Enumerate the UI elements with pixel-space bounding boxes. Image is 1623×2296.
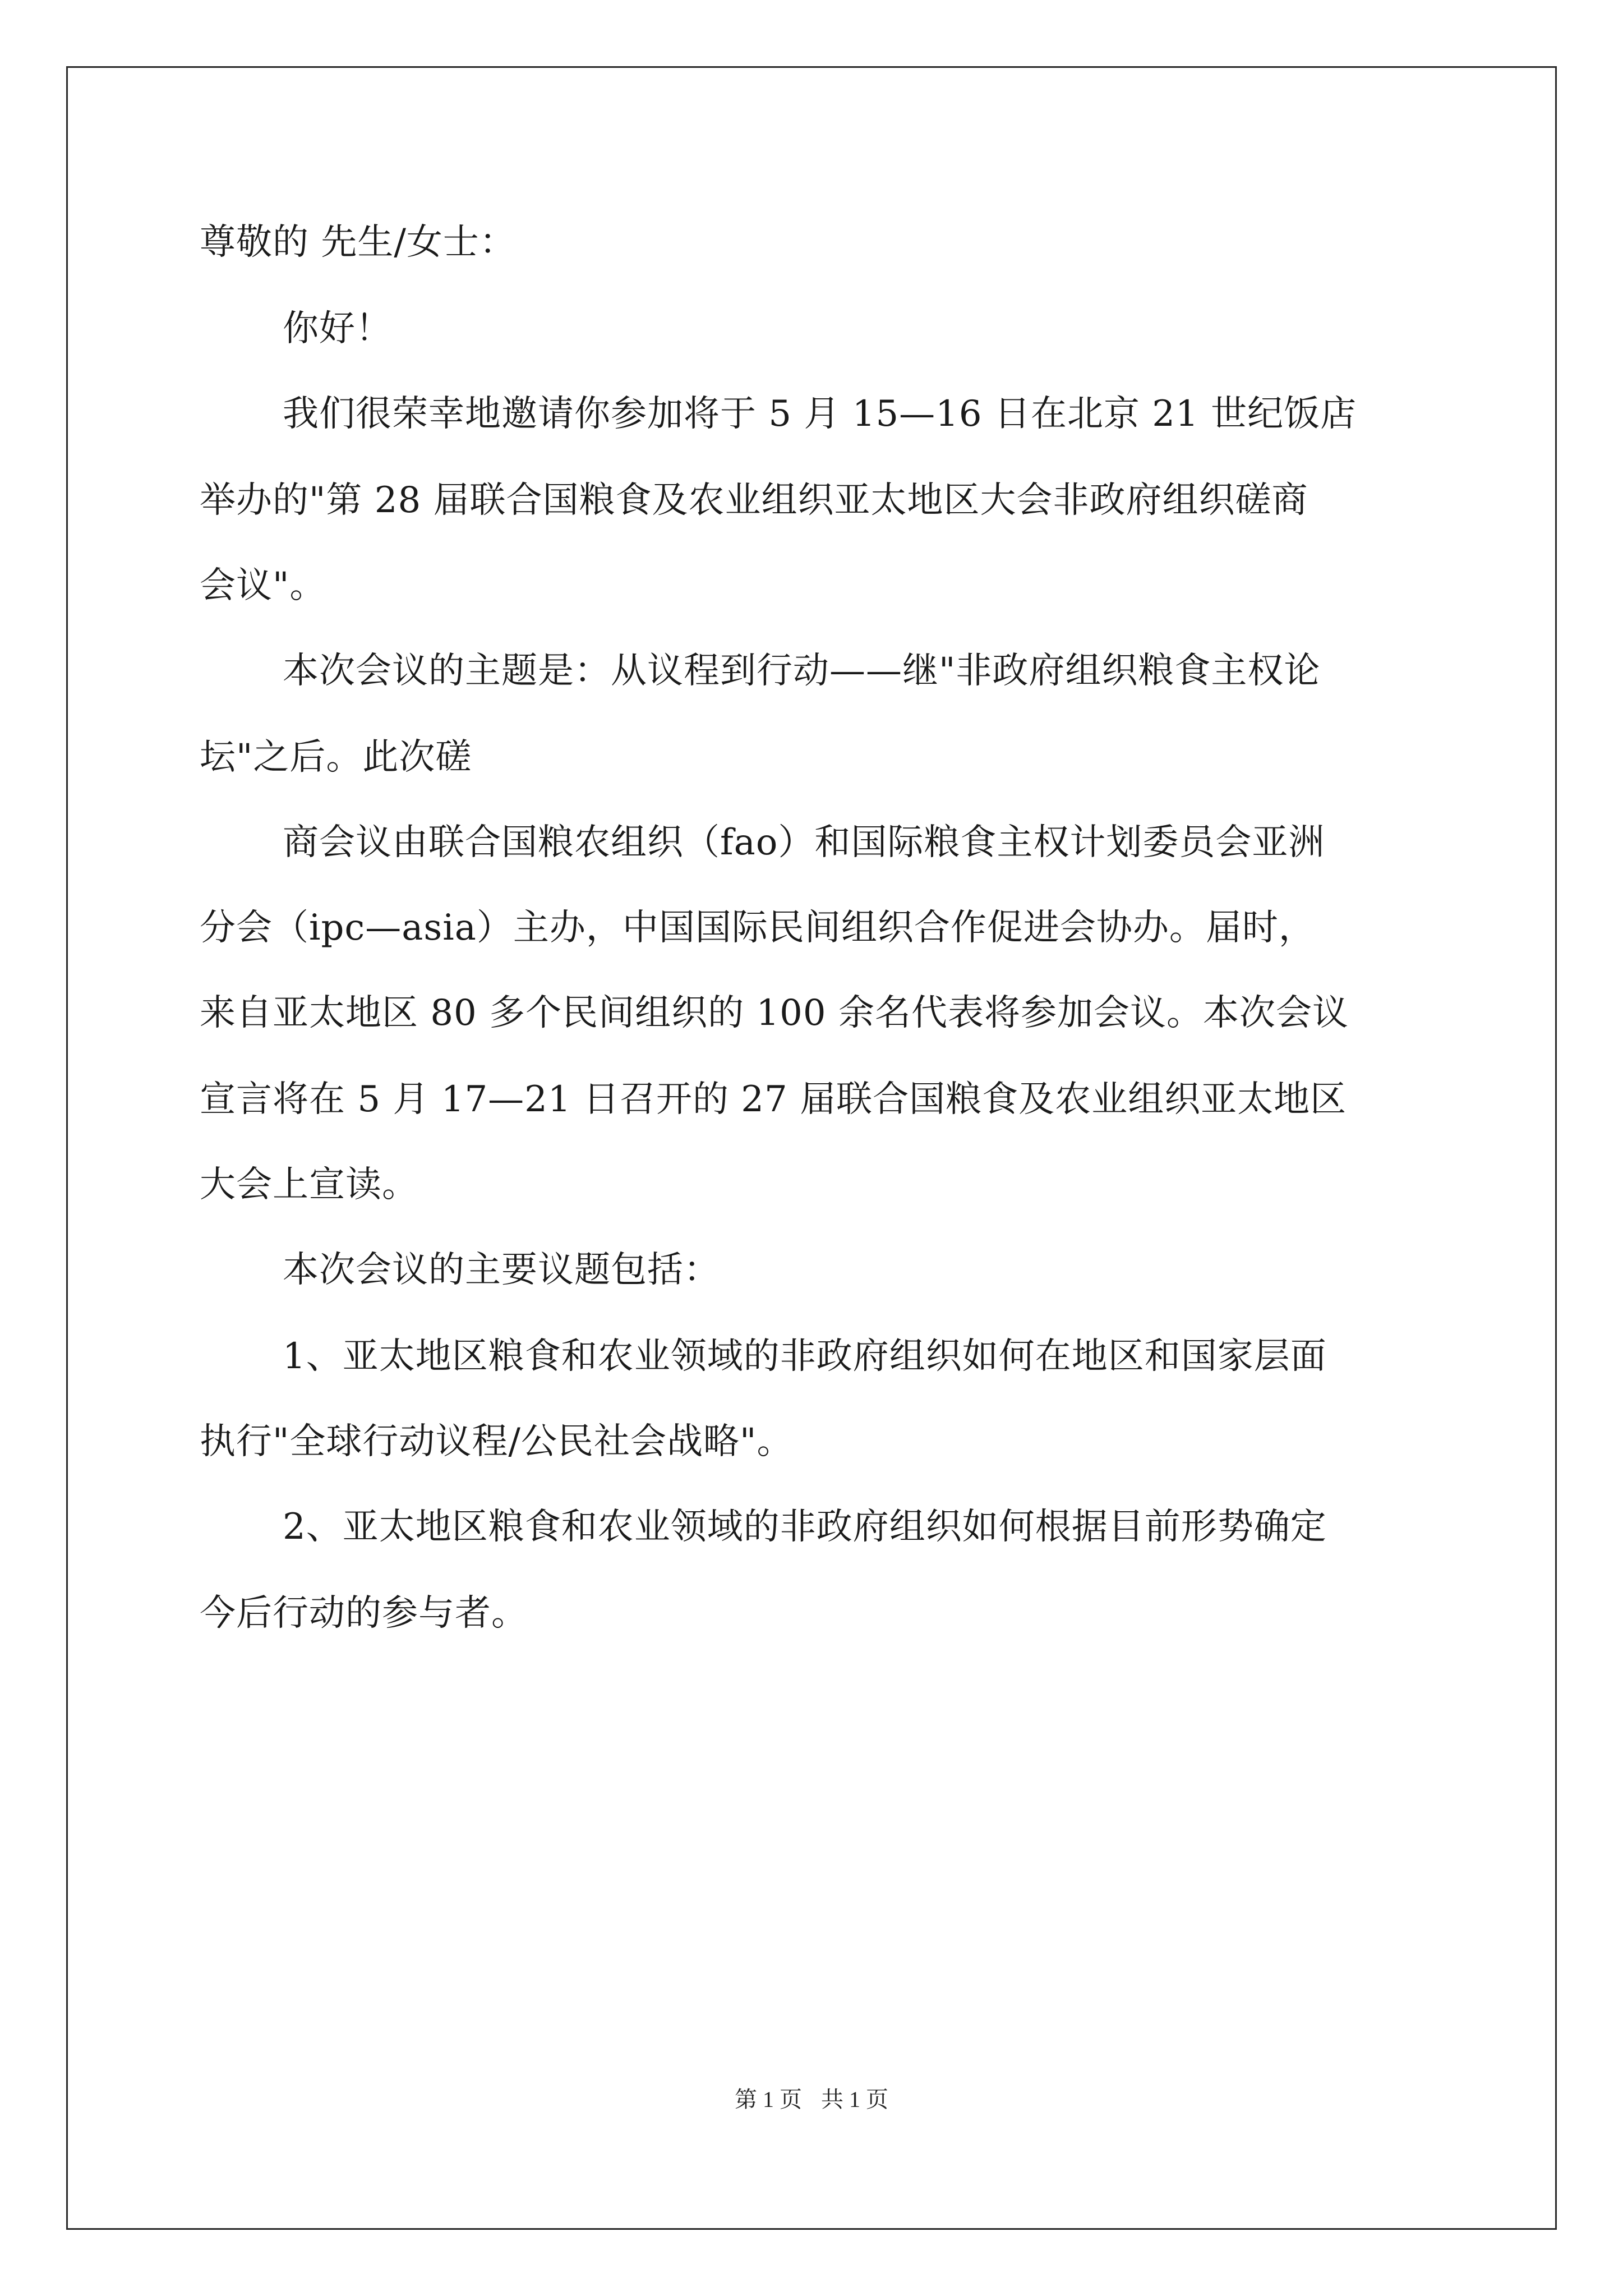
paragraph-line: 宣言将在 5 月 17—21 日召开的 27 届联合国粮食及农业组织亚太地区 [200,1079,1347,1120]
paragraph-line: 来自亚太地区 80 多个民间组织的 100 余名代表将参加会议。本次会议 [200,992,1349,1034]
paragraph-line: 我们很荣幸地邀请你参加将于 5 月 15—16 日在北京 21 世纪饭店 [283,393,1357,435]
page-border [66,66,1557,2230]
paragraph-line: 本次会议的主要议题包括： [283,1249,720,1291]
list-item-line: 执行"全球行动议程/公民社会战略"。 [200,1421,794,1462]
greeting: 你好！ [283,308,392,349]
paragraph-line: 会议"。 [200,565,326,606]
paragraph-line: 本次会议的主题是：从议程到行动——继"非政府组织粮食主权论 [283,650,1321,692]
paragraph-line: 坛"之后。此次磋 [200,737,472,778]
list-item-line: 1、亚太地区粮食和农业领域的非政府组织如何在地区和国家层面 [283,1336,1327,1377]
list-item-line: 今后行动的参与者。 [200,1593,528,1634]
page-footer [0,2086,1623,2114]
list-item-line: 2、亚太地区粮食和农业领域的非政府组织如何根据目前形势确定 [283,1506,1327,1548]
paragraph-line: 举办的"第 28 届联合国粮食及农业组织亚太地区大会非政府组织磋商 [200,480,1308,521]
paragraph-line: 商会议由联合国粮农组织（fao）和国际粮食主权计划委员会亚洲 [283,822,1325,863]
paragraph-line: 大会上宣读。 [200,1164,418,1205]
page-total: 共 1 页 [821,2087,888,2112]
page-number: 第 1 页 [735,2087,802,2112]
salutation: 尊敬的 先生/女士： [200,222,516,263]
paragraph-line: 分会（ipc—asia）主办，中国国际民间组织合作促进会协办。届时， [200,907,1315,949]
